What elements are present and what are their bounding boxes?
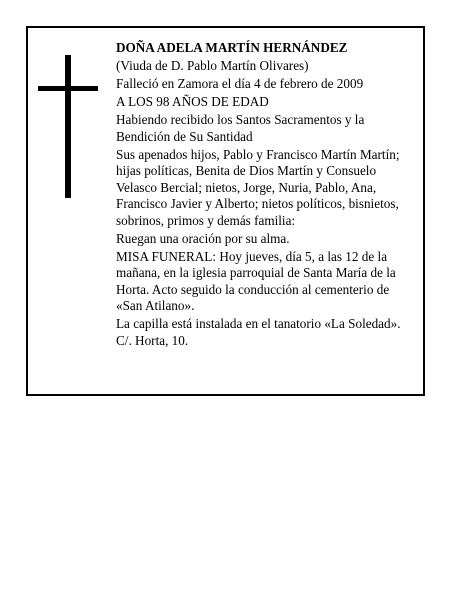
age-line: A LOS 98 AÑOS DE EDAD xyxy=(116,94,269,109)
funeral-paragraph: MISA FUNERAL: Hoy jueves, día 5, a las 12 de la mañana, en la iglesia parroquial de Santa María de la Horta. Acto seguido la conducción al cementerio de «San Atilano». xyxy=(116,248,396,313)
deceased-name: DOÑA ADELA MARTÍN HERNÁNDEZ xyxy=(116,40,348,55)
widow-line: (Viuda de D. Pablo Martín Olivares) xyxy=(116,58,309,73)
cross-horizontal-bar xyxy=(38,86,98,91)
obituary-notice xyxy=(26,26,425,396)
cross-vertical-bar xyxy=(65,55,71,198)
sacraments-paragraph: Habiendo recibido los Santos Sacramentos y la Bendición de Su Santidad xyxy=(116,112,365,144)
prayer-line: Ruegan una oración por su alma. xyxy=(116,230,290,246)
notice-text xyxy=(116,40,416,351)
family-paragraph: Sus apenados hijos, Pablo y Francisco Martín Martín; hijas políticas, Benita de Dios Martín y Consuelo Velasco Bercial; nietos, Jorge, Nuria, Pablo, Ana, Francisco Javier y Alberto; nietos políticos, bisnietos, sobrinos, primos y demás familia: xyxy=(116,146,400,228)
death-line: Falleció en Zamora el día 4 de febrero de 2009 xyxy=(116,76,364,91)
cross-icon xyxy=(38,55,100,200)
chapel-paragraph: La capilla está instalada en el tanatorio «La Soledad». C/. Horta, 10. xyxy=(116,316,401,348)
